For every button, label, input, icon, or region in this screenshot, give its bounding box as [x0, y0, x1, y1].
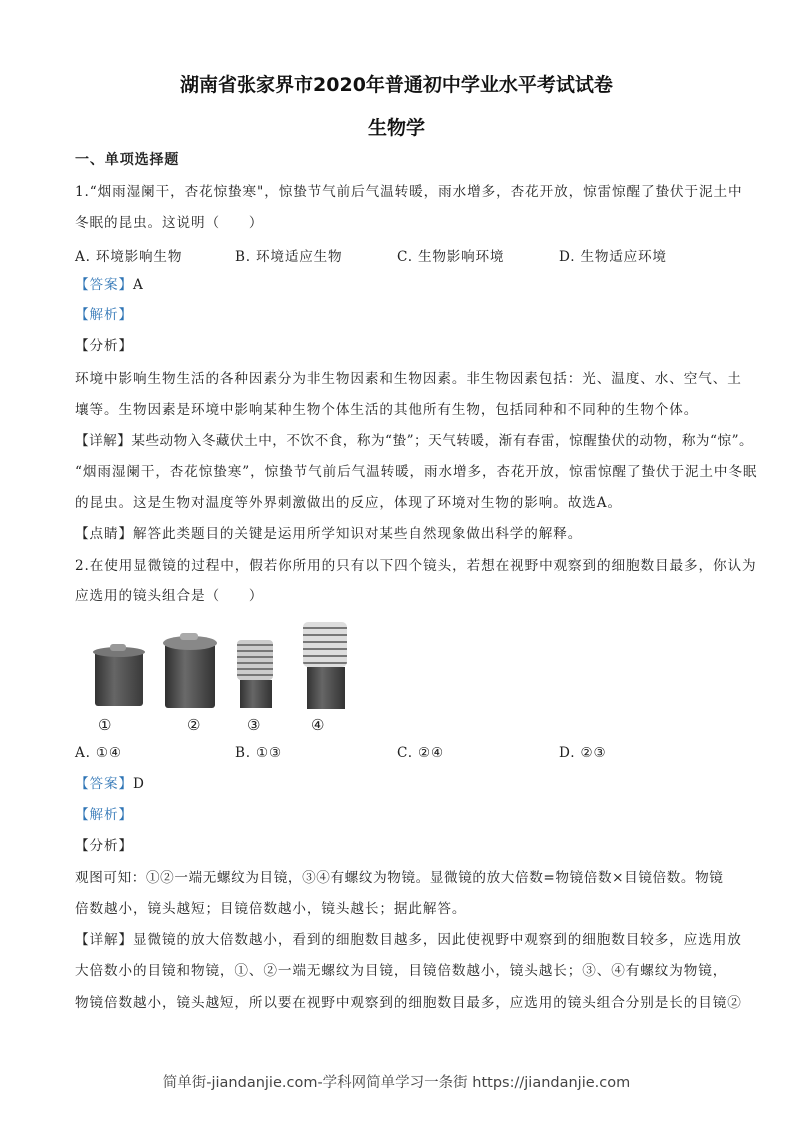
answer-tag: 【答案】 [75, 776, 133, 792]
q2-fenxi-line: 观图可知：①②一端无螺纹为目镜，③④有螺纹为物镜。显微镜的放大倍数=物镜倍数×目镜倍数。物镜 [75, 870, 724, 886]
lens-label: ③ [247, 716, 262, 734]
footer-watermark: 简单街-jiandanjie.com-学科网简单学习一条街 https://jiandanjie.com [162, 1075, 631, 1091]
q1-option-c: C. 生物影响环境 [397, 249, 505, 265]
answer-tag: 【答案】 [75, 277, 133, 293]
answer-value: D [132, 776, 145, 792]
q1-analysis-tag: 【解析】 [75, 307, 133, 323]
q1-detail-line: “烟雨湿阑干，杏花惊蛰寒”，惊蛰节气前后气温转暖，雨水增多，杏花开放，惊雷惊醒了蛰伏于泥土中冬眠 [75, 464, 758, 480]
page-subtitle: 生物学 [367, 117, 425, 139]
q1-stem-line: 冬眠的昆虫。这说明（ ） [75, 215, 264, 231]
q1-answer [75, 276, 144, 294]
q2-fenxi-tag: 【分析】 [75, 838, 133, 854]
page-title: 湖南省张家界市2020年普通初中学业水平考试试卷 [180, 74, 613, 96]
lens-label: ② [187, 716, 202, 734]
q1-dianjing: 【点睛】解答此类题目的关键是运用所学知识对某些自然现象做出科学的解释。 [75, 526, 583, 542]
q2-detail-line: 大倍数小的目镜和物镜，①、②一端无螺纹为目镜，目镜倍数越小，镜头越长；③、④有螺纹为物镜， [75, 963, 728, 979]
q1-detail-line: 【详解】某些动物入冬藏伏土中，不饮不食，称为“蛰”；天气转暖，渐有春雷，惊醒蛰伏的动物，称为“惊”。 [75, 433, 754, 449]
q2-option-a: A. ①④ [75, 745, 122, 761]
q2-fenxi-line: 倍数越小，镜头越短；目镜倍数越小，镜头越长；据此解答。 [75, 901, 467, 917]
answer-value: A [132, 277, 144, 293]
q1-option-a: A. 环境影响生物 [75, 249, 183, 265]
lens-label: ④ [311, 716, 326, 734]
q1-fenxi-line: 环境中影响生物生活的各种因素分为非生物因素和生物因素。非生物因素包括：光、温度、水、空气、土 [75, 371, 742, 387]
q2-answer [75, 775, 145, 793]
q2-stem-line: 2.在使用显微镜的过程中，假若你所用的只有以下四个镜头，若想在视野中观察到的细胞数目最多，你认为 [75, 558, 757, 574]
q1-detail-line: 的昆虫。这是生物对温度等外界刺激做出的反应，体现了环境对生物的影响。故选A。 [75, 495, 622, 511]
q2-analysis-tag: 【解析】 [75, 807, 133, 823]
q1-option-d: D. 生物适应环境 [559, 249, 667, 265]
q1-fenxi-tag: 【分析】 [75, 338, 133, 354]
q2-detail-line: 【详解】显微镜的放大倍数越小，看到的细胞数目越多，因此使视野中观察到的细胞数目较多，应选用放 [75, 932, 742, 948]
section-heading: 一、单项选择题 [75, 152, 180, 168]
q1-stem-line: 1.“烟雨湿阑干，杏花惊蛰寒"，惊蛰节气前后气温转暖，雨水增多，杏花开放，惊雷惊醒了蛰伏于泥土中 [75, 184, 743, 200]
q2-detail-line: 物镜倍数越小，镜头越短，所以要在视野中观察到的细胞数目最多，应选用的镜头组合分别是长的目镜② [75, 995, 742, 1011]
q2-option-b: B. ①③ [235, 745, 283, 761]
q2-option-c: C. ②④ [397, 745, 444, 761]
q1-option-b: B. 环境适应生物 [235, 249, 343, 265]
q2-stem-line: 应选用的镜头组合是（ ） [75, 588, 264, 604]
q1-fenxi-line: 壤等。生物因素是环境中影响某种生物个体生活的其他所有生物，包括同种和不同种的生物个体。 [75, 402, 699, 418]
q2-option-d: D. ②③ [559, 745, 607, 761]
lens-label: ① [98, 716, 113, 734]
